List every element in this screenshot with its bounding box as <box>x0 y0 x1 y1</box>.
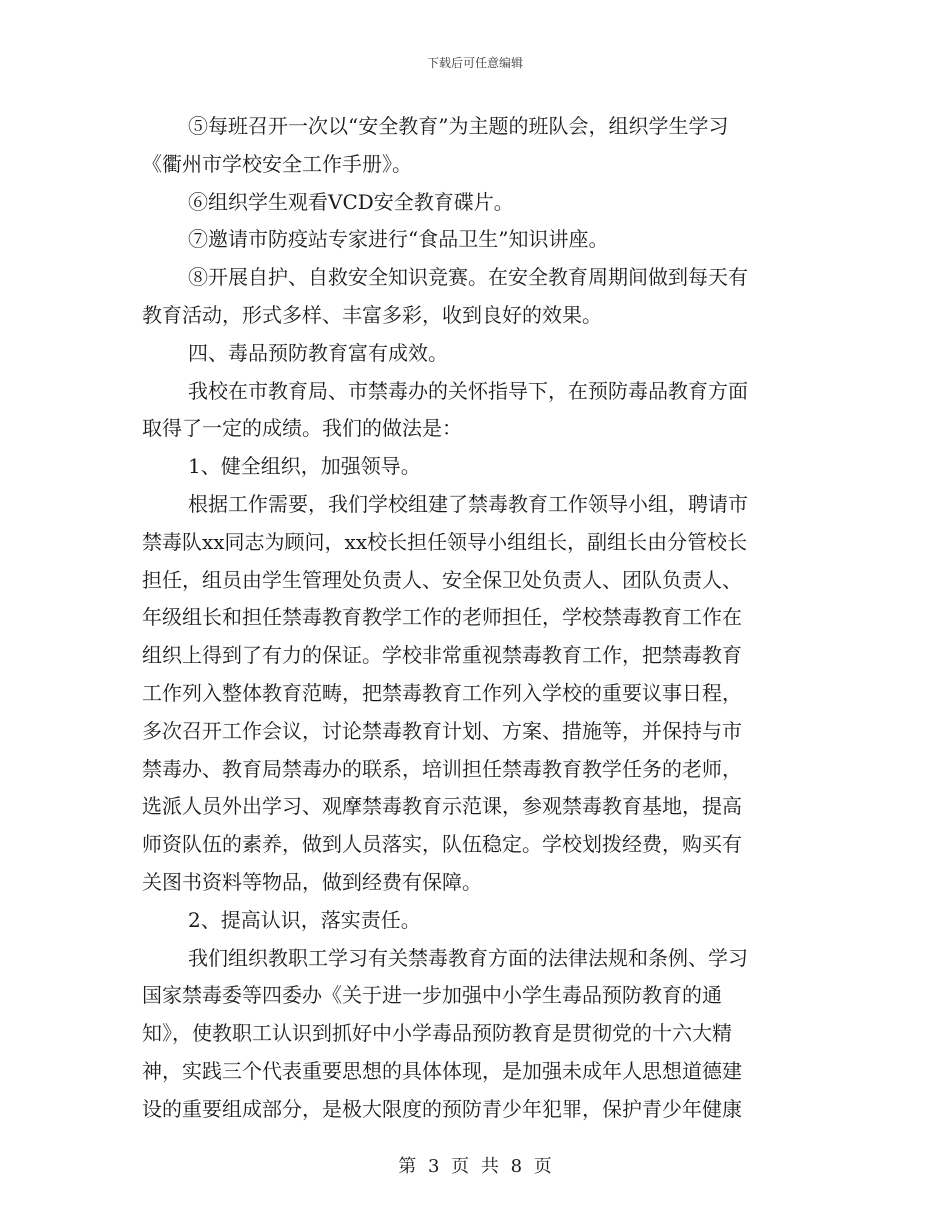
text-line: 我们组织教职工学习有关禁毒教育方面的法律法规和条例、学习 <box>188 945 748 970</box>
text-line: 《衢州市学校安全工作手册》。 <box>142 151 412 176</box>
text-line: 禁毒办、教育局禁毒办的联系，培训担任禁毒教育教学任务的老师， <box>142 756 742 781</box>
text-line: 年级组长和担任禁毒教育教学工作的老师担任，学校禁毒教育工作在 <box>142 605 742 630</box>
text-line: 多次召开工作会议，讨论禁毒教育计划、方案、措施等，并保持与市 <box>142 718 742 743</box>
text-line: ⑦邀请市防疫站专家进行“食品卫生”知识讲座。 <box>188 227 609 252</box>
text-line: 知》，使教职工认识到抓好中小学毒品预防教育是贯彻党的十六大精 <box>142 1021 732 1046</box>
text-line: 师资队伍的素养，做到人员落实，队伍稳定。学校划拨经费，购买有 <box>142 832 742 857</box>
text-line: 神，实践三个代表重要思想的具体体现，是加强未成年人思想道德建 <box>142 1058 742 1083</box>
text-line: 四、毒品预防教育富有成效。 <box>188 340 448 365</box>
text-line: 1、健全组织，加强领导。 <box>188 454 421 479</box>
text-line: 设的重要组成部分，是极大限度的预防青少年犯罪，保护青少年健康 <box>142 1096 742 1121</box>
page-header: 下载后可任意编辑 <box>426 56 523 70</box>
text-line: 担任，组员由学生管理处负责人、安全保卫处负责人、团队负责人、 <box>142 567 742 592</box>
text-line: 取得了一定的成绩。我们的做法是： <box>142 416 462 441</box>
text-line: ⑧开展自护、自救安全知识竞赛。在安全教育周期间做到每天有 <box>188 265 748 290</box>
text-line: 教育活动，形式多样、丰富多彩，收到良好的效果。 <box>142 302 602 327</box>
text-line: 关图书资料等物品，做到经费有保障。 <box>142 869 482 894</box>
text-line: 工作列入整体教育范畴，把禁毒教育工作列入学校的重要议事日程， <box>142 680 742 705</box>
document-body <box>142 108 812 1129</box>
page-footer: 第 3 页 共 8 页 <box>398 1156 552 1177</box>
text-line: ⑤每班召开一次以“安全教育”为主题的班队会，组织学生学习 <box>188 114 729 138</box>
text-line: 禁毒队xx同志为顾问，xx校长担任领导小组组长，副组长由分管校长 <box>142 529 748 554</box>
text-line: ⑥组织学生观看VCD安全教育碟片。 <box>188 189 514 214</box>
text-line: 2、提高认识，落实责任。 <box>188 907 421 932</box>
text-line: 选派人员外出学习、观摩禁毒教育示范课，参观禁毒教育基地，提高 <box>142 794 742 819</box>
text-line: 根据工作需要，我们学校组建了禁毒教育工作领导小组，聘请市 <box>188 491 748 516</box>
text-line: 我校在市教育局、市禁毒办的关怀指导下，在预防毒品教育方面 <box>188 378 748 403</box>
text-line: 组织上得到了有力的保证。学校非常重视禁毒教育工作，把禁毒教育 <box>142 643 742 668</box>
text-line: 国家禁毒委等四委办《关于进一步加强中小学生毒品预防教育的通 <box>142 983 722 1008</box>
